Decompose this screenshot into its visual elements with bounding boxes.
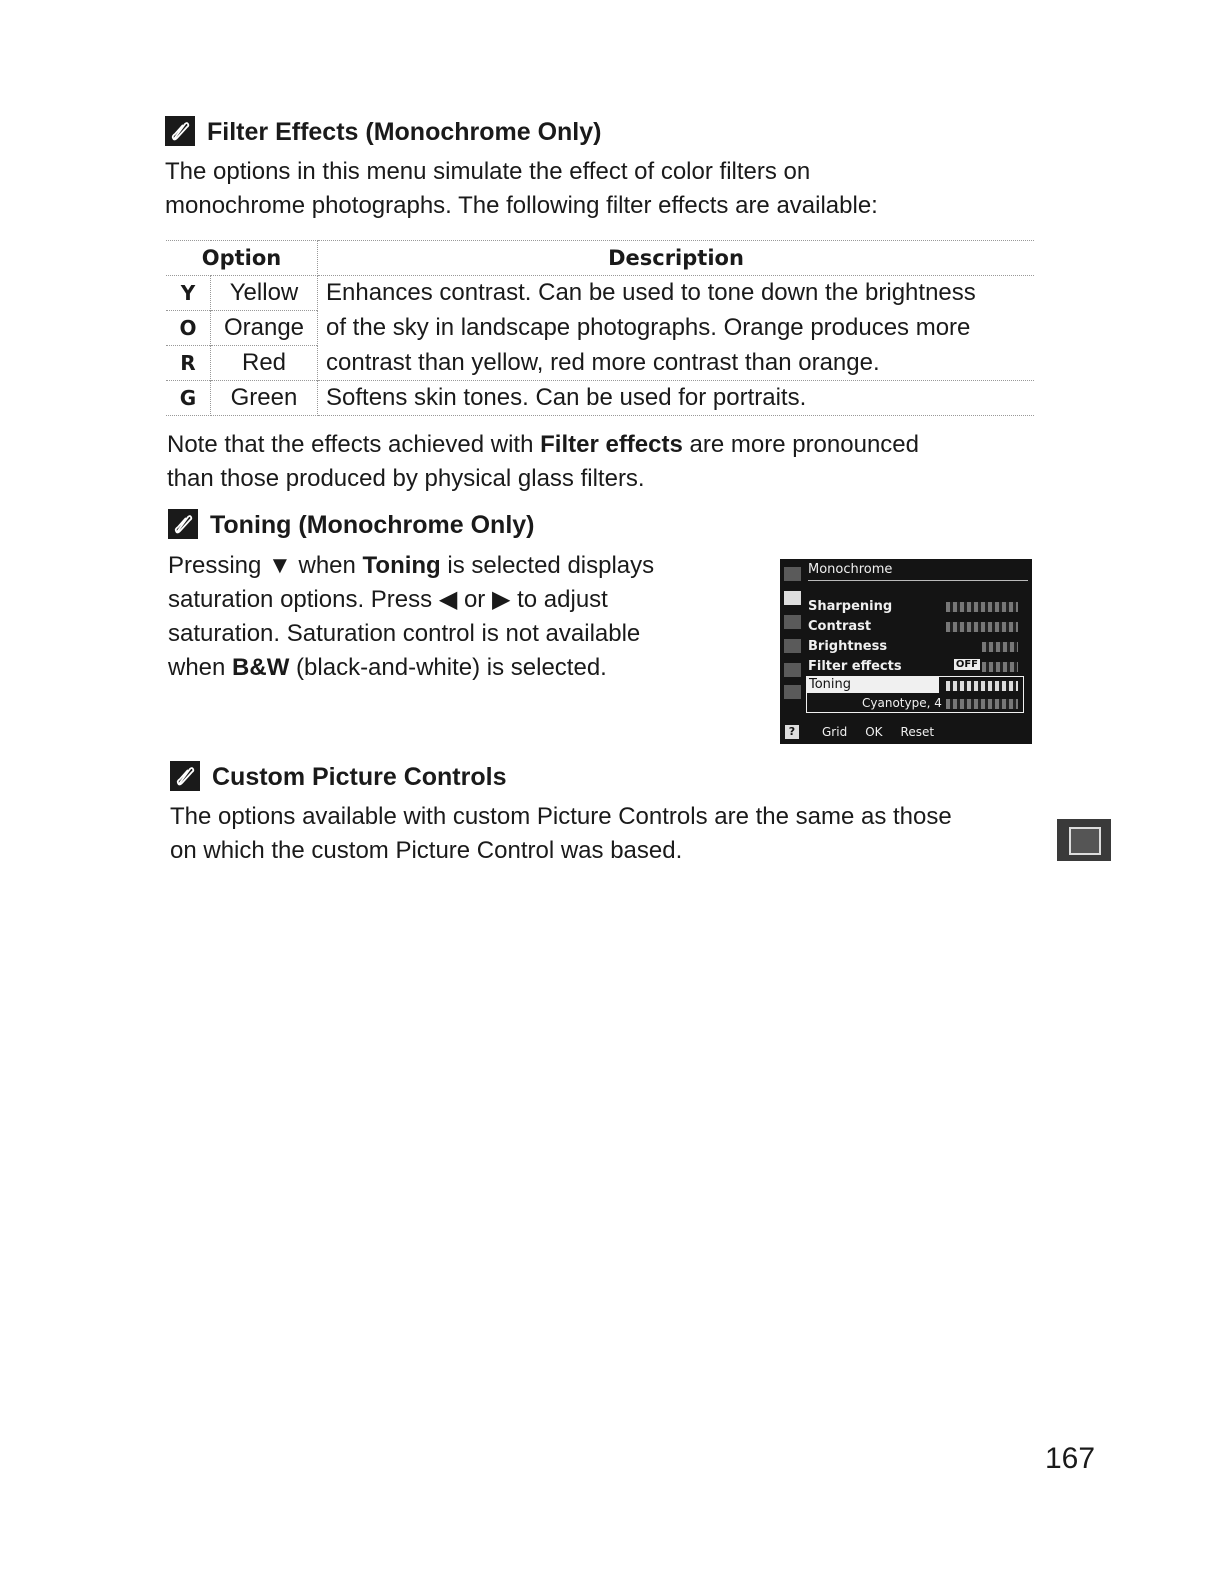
playback-menu-icon	[784, 567, 801, 581]
retouch-menu-icon	[784, 663, 801, 677]
option-name: Red	[211, 346, 318, 381]
option-name: Yellow	[211, 276, 318, 311]
camera-row-sharpening[interactable]: Sharpening	[808, 599, 893, 614]
toning-text: saturation options. Press	[168, 586, 439, 613]
option-code: O	[166, 311, 211, 346]
toning-heading	[168, 511, 535, 541]
toning-color-slider[interactable]	[946, 681, 1018, 691]
toning-line-3: saturation. Saturation control is not available	[168, 620, 641, 647]
toning-title: Toning (Monochrome Only)	[210, 511, 535, 539]
toning-text: Pressing	[168, 552, 269, 579]
filter-off-badge: OFF	[955, 659, 978, 670]
toning-text: to adjust	[510, 586, 608, 613]
option-code: G	[166, 381, 211, 416]
camera-footer	[822, 725, 934, 739]
note-pencil-icon	[168, 509, 198, 539]
down-arrow-icon: ▼	[268, 552, 292, 579]
camera-menu-title: Monochrome	[808, 562, 893, 577]
header-description: Description	[318, 241, 1035, 276]
my-menu-icon	[784, 685, 801, 699]
right-arrow-icon: ▶	[491, 586, 511, 613]
reset-label: Reset	[900, 725, 935, 739]
intro-line-1: The options in this menu simulate the effect of color filters on	[165, 158, 811, 185]
note-line-2: than those produced by physical glass filters.	[167, 465, 645, 492]
option-name: Orange	[211, 311, 318, 346]
filter-effects-title: Filter Effects (Monochrome Only)	[207, 118, 602, 146]
camera-menu-icon	[784, 591, 801, 605]
left-arrow-icon: ◀	[438, 586, 458, 613]
sharpening-slider[interactable]	[946, 602, 1018, 612]
table-row	[166, 346, 1034, 381]
filter-effects-intro	[165, 155, 878, 223]
help-icon: ?	[785, 725, 799, 739]
toning-text: (black-and-white) is selected.	[289, 654, 607, 681]
camera-row-contrast[interactable]: Contrast	[808, 619, 872, 634]
note-text-b: are more pronounced	[682, 431, 919, 458]
option-name: Green	[211, 381, 318, 416]
custom-picture-controls-title: Custom Picture Controls	[212, 763, 507, 791]
contrast-slider[interactable]	[946, 622, 1018, 632]
note-pencil-icon	[165, 116, 195, 146]
camera-row-brightness[interactable]: Brightness	[808, 639, 888, 654]
intro-line-2: monochrome photographs. The following filter effects are available:	[165, 192, 878, 219]
camera-row-filter-effects[interactable]: Filter effects	[808, 659, 902, 674]
filter-effects-note	[167, 428, 919, 496]
toning-text: or	[457, 586, 492, 613]
option-description: Softens skin tones. Can be used for portraits.	[318, 381, 1035, 416]
toning-body	[168, 549, 654, 685]
table-row	[166, 311, 1034, 346]
filter-effects-slider[interactable]	[982, 662, 1018, 672]
custom-picture-controls-heading	[170, 763, 506, 793]
filter-effects-table	[166, 240, 1034, 416]
toning-text: when	[168, 654, 233, 681]
page-number: 167	[1045, 1442, 1096, 1475]
custom-settings-icon	[784, 615, 801, 629]
note-bold: Filter effects	[540, 431, 683, 458]
shooting-menu-tab-icon	[1057, 819, 1111, 861]
toning-bold: B&W	[232, 654, 290, 681]
option-description: of the sky in landscape photographs. Orange produces more	[326, 314, 971, 341]
title-divider	[808, 580, 1028, 581]
cpc-line-1: The options available with custom Picture Controls are the same as those	[170, 803, 952, 830]
grid-label: Grid	[822, 725, 848, 739]
toning-text: is selected displays	[440, 552, 655, 579]
toning-bold: Toning	[362, 552, 441, 579]
option-code: R	[166, 346, 211, 381]
option-description: Enhances contrast. Can be used to tone down the brightness	[326, 279, 976, 307]
note-text-a: Note that the effects achieved with	[167, 431, 541, 458]
table-row	[166, 276, 1034, 311]
toning-text: when	[291, 552, 363, 579]
option-description: contrast than yellow, red more contrast than orange.	[326, 348, 880, 376]
table-row	[166, 381, 1034, 416]
note-pencil-icon	[170, 761, 200, 791]
cpc-line-2: on which the custom Picture Control was based.	[170, 837, 683, 864]
setup-menu-icon	[784, 639, 801, 653]
menu-tab-inner	[1069, 827, 1101, 855]
camera-menu-screenshot	[780, 559, 1032, 744]
camera-row-toning[interactable]: Toning	[807, 677, 939, 693]
header-option: Option	[166, 241, 318, 276]
custom-picture-controls-body	[170, 800, 952, 868]
brightness-slider[interactable]	[982, 642, 1018, 652]
toning-saturation-slider[interactable]	[946, 699, 1018, 709]
ok-label: OK	[865, 725, 883, 739]
filter-effects-heading	[165, 118, 601, 148]
option-code: Y	[166, 276, 211, 311]
toning-value: Cyanotype, 4	[862, 696, 942, 710]
